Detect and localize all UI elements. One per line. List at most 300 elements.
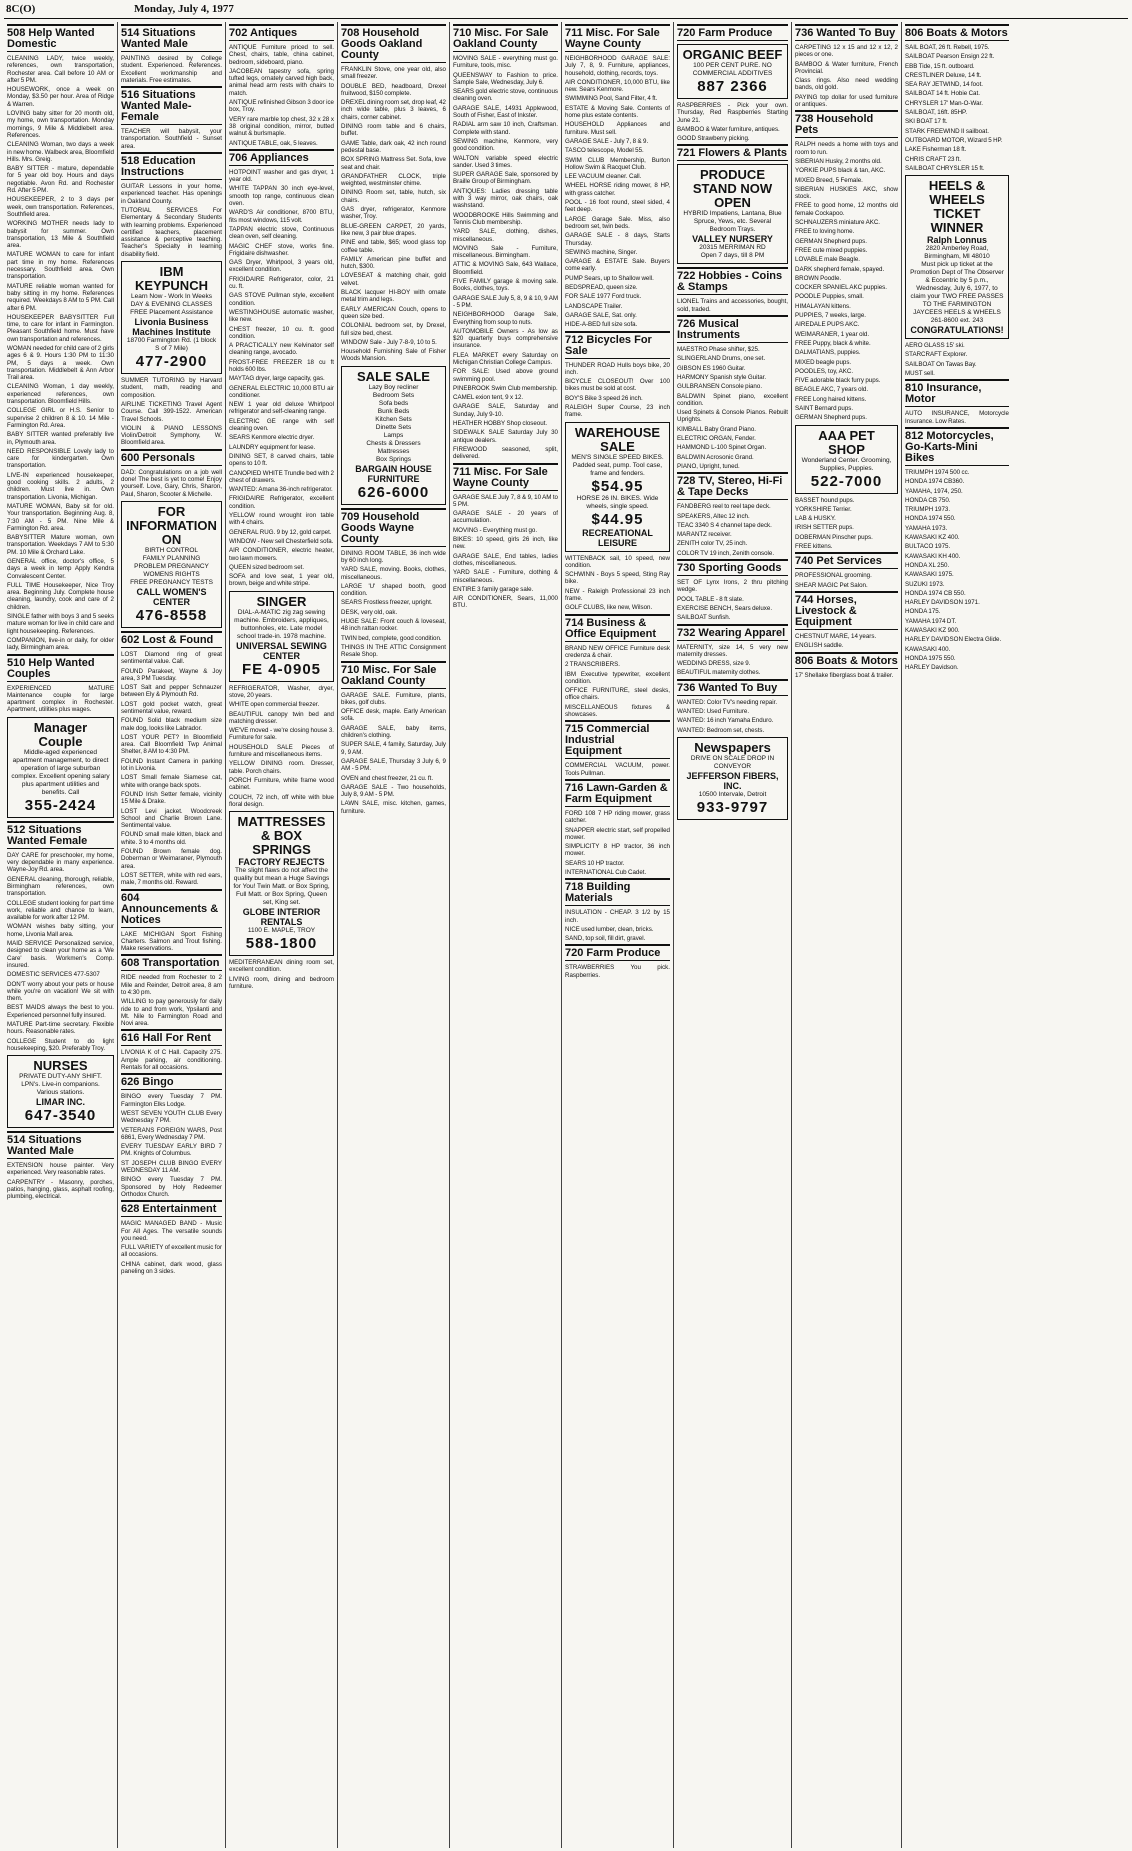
classified-ad: SINGLE father with boys 3 and 5 seeks mature woman for live in child care and light housekeeping. References.	[7, 613, 114, 635]
classified-ad: SUZUKI 1973.	[905, 580, 945, 588]
classified-ad: LEE VACUUM cleaner. Call.	[565, 173, 642, 181]
classified-ad: GAS Dryer, Whirlpool, 3 years old, excellent condition.	[229, 259, 334, 274]
classified-ad: MARANTZ receiver.	[677, 531, 732, 539]
display-ad-title: MATTRESSES & BOX SPRINGS	[237, 814, 326, 858]
classified-ad: CLEANING Woman, 1 day weekly, experienced references, own transportation. Bloomfield Hills.	[7, 383, 114, 406]
classified-ad: PINEBROOK Swim Club membership.	[453, 384, 558, 392]
classified-ad: RALPH needs a home with toys and room to run.	[795, 141, 898, 156]
classified-ad: WINDOW - New sell Chesterfield sofa.	[229, 537, 334, 545]
classified-ad: DAD: Congratulations on a job well done! The best is yet to come! Enjoy yourself. Love, Gary, Chris, Sharon, Paul, Sharon, Scooter & Michelle.	[121, 468, 222, 498]
classified-ad: EVERY TUESDAY EARLY BIRD 7 PM. Knights of Columbus.	[121, 1143, 222, 1158]
classified-ad: COLONIAL bedroom set, by Drexel, full size bed, chest.	[341, 322, 446, 337]
display-ad-line: WOMENS RIGHTS	[143, 570, 200, 578]
classified-ad: GARAGE SALE - 8 days, Starts Thursday.	[565, 232, 670, 247]
classified-ad: FREE to loving home.	[795, 228, 855, 236]
classified-ad: BIKES: 10 speed, girls 26 inch, like new.	[453, 536, 558, 551]
classified-ad: INSULATION - CHEAP. 3 1/2 by 15 inch.	[565, 909, 670, 924]
classified-ad: A PRACTICALLY new Kelvinator self cleaning range, avocado.	[229, 342, 334, 357]
display-ad-body: The slight flaws do not affect the quality but mean a Huge Savings for You! Twin Matt. or Box Spring, Full Matt. or Box Spring, Queen set, King set.	[233, 867, 330, 907]
classified-ad: LAKE MICHIGAN Sport Fishing Charters. Salmon and Trout fishing. Make reservations.	[121, 930, 222, 953]
classified-ad: TAPPAN electric stove, Continuous clean oven, self cleaning.	[229, 225, 334, 241]
display-ad-price2: $44.95	[591, 510, 644, 528]
classified-ad: CHESTNUT MARE, 14 years.	[795, 632, 877, 640]
display-ad-phone: 476-8558	[135, 606, 208, 624]
classified-ad: FREE cute mixed puppies.	[795, 246, 868, 254]
classified-ad: PUMP Sears, up to Shallow well.	[565, 274, 654, 282]
column-7	[674, 22, 792, 1848]
classified-ad: HARLEY DAVIDSON 1971.	[905, 599, 980, 607]
classified-ad: YAMAHA, 1974, 250.	[905, 487, 963, 495]
classified-ad: GARAGE SALE, Sat. only.	[565, 311, 637, 319]
classified-ad: FORD 108 7 HP riding mower, grass catcher.	[565, 809, 670, 825]
classified-ad: HONDA 1975 550.	[905, 654, 956, 662]
classified-ad: LOVABLE male Beagle.	[795, 256, 860, 264]
classified-ad: BALDWIN Acrosonic Grand.	[677, 453, 754, 461]
classified-ad: BABY SITTER wanted preferably live in, Plymouth area.	[7, 431, 114, 446]
section-header: 516 Situations Wanted Male-Female	[121, 86, 222, 125]
classified-ad: Used Spinets & Console Pianos. Rebuilt Uprights.	[677, 409, 788, 424]
classified-ad: LAB & HUSKY.	[795, 515, 836, 523]
display-ad-title: WAREHOUSE SALE	[574, 424, 661, 454]
section-header: 600 Personals	[121, 449, 222, 466]
section-header: 720 Farm Produce	[677, 24, 788, 41]
classified-ad: COLLEGE student looking for part time work, reliable and chance to learn, available for work after 12 PM.	[7, 899, 114, 922]
classified-ad: COUCH, 72 inch, off white with blue floral design.	[229, 793, 334, 808]
classified-ad: HEATHER HOBBY Shop closeout.	[453, 420, 548, 428]
display-ad-title: Newspapers	[694, 739, 771, 755]
classified-ad: FRANKLIN Stove, one year old, also small freezer.	[341, 66, 446, 81]
classified-ad: YARD SALE - Furniture, clothing & miscellaneous.	[453, 569, 558, 584]
classified-ad: SLINGERLAND Drums, one set.	[677, 355, 766, 363]
classified-ad: LOST YOUR PET? In Bloomfield area. Call Bloomfield Twp Animal Shelter, 8 AM to 4:30 PM.	[121, 733, 222, 756]
section-header: 514 Situations Wanted Male	[121, 24, 222, 52]
section-header: 706 Appliances	[229, 149, 334, 166]
classified-ad: SEARS gold electric stove, continuous cleaning oven.	[453, 88, 558, 103]
classified-ad: COMPANION, live-in or daily, for older lady, Birmingham area.	[7, 636, 114, 652]
classified-ad: SAND, top soil, fill dirt, gravel.	[565, 935, 646, 943]
display-ad-phone: 477-2900	[135, 353, 208, 371]
classified-ad: BEDSPREAD, queen size.	[565, 284, 638, 292]
classified-ad: STRAWBERRIES You pick. Raspberries.	[565, 964, 670, 979]
classified-ad: ENGLISH saddle.	[795, 642, 844, 650]
classified-ad: ZENITH color TV, 25 inch.	[677, 540, 748, 548]
classified-ad: SEARS 10 HP tractor.	[565, 859, 625, 867]
display-ad-phone: 588-1800	[245, 935, 318, 953]
classified-ad: Household Furnishing Sale of Fisher Woods Mansion.	[341, 348, 446, 363]
display-ad-address: 20315 MERRIMAN RD	[699, 244, 766, 252]
display-ad-line: FREE PREGNANCY TESTS	[130, 578, 213, 586]
classified-ad: YAMAHA 1974 DT.	[905, 617, 957, 625]
classified-ad: WALTON variable speed electric sander. Used 3 times.	[453, 154, 558, 169]
classified-ad: GERMAN Shepherd pups.	[795, 414, 867, 422]
classified-ad: QUEENSWAY to Fashion to price. Sample Sale, Wednesday, July 6.	[453, 71, 558, 86]
classified-ad: FRIGIDAIRE Refrigerator, color, 21 cu. ft.	[229, 275, 334, 291]
classified-ad: IBM Executive typewriter, excellent condition.	[565, 670, 670, 685]
classified-ad: NEIGHBORHOOD GARAGE SALE: July 7, 8, 9. Furniture, appliances, household, clothing, records, toys.	[565, 55, 670, 77]
classified-ad: SIDEWALK SALE Saturday July 30 antique dealers.	[453, 429, 558, 444]
classified-ad: GIBSON ES 1960 Guitar.	[677, 364, 746, 372]
section-header: 726 Musical Instruments	[677, 315, 788, 343]
classified-ad: DOMESTIC SERVICES 477-5307	[7, 971, 100, 979]
classified-ad: AUTOMOBILE Owners - As low as $20 quarterly buys comprehensive insurance.	[453, 327, 558, 350]
classified-ad: SHEAR MAGIC Pet Salon.	[795, 581, 868, 589]
classified-ad: BABY SITTER - mature, dependable for 5 year old boy. Hours and days negotiable. Avon Rd. and Rochester Rd. After 5 PM.	[7, 165, 114, 195]
classified-ad: YORKIE PUPS black & tan, AKC.	[795, 167, 886, 175]
section-header: 608 Transportation	[121, 954, 222, 971]
classified-ad: SIMPLICITY 8 HP tractor, 36 inch mower.	[565, 843, 670, 858]
classified-ad: GARAGE SALE, End tables, ladies clothes, miscellaneous.	[453, 552, 558, 567]
classified-ad: MAESTRO Phase shifter, $25.	[677, 346, 760, 354]
section-header: 709 Household Goods Wayne County	[341, 508, 446, 547]
section-header: 710 Misc. For Sale Oakland County	[453, 24, 558, 52]
display-ad-phone: 626-6000	[357, 483, 430, 501]
classified-ad: YELLOW round wrought iron table with 4 chairs.	[229, 512, 334, 527]
classified-ad: EBB Tide, 15 ft. outboard.	[905, 62, 975, 70]
classified-ad: BLUE-GREEN CARPET, 20 yards, like new, 3 pair blue drapes.	[341, 222, 446, 237]
classified-ad: POOL TABLE - 8 ft slate.	[677, 595, 744, 603]
section-header: 510 Help Wanted Couples	[7, 654, 114, 682]
classified-ad: AIRLINE TICKETING Travel Agent Course. Call 399-1522. American Travel Schools.	[121, 400, 222, 423]
classified-ad: CLEANING Woman, two days a week in new home. Walbeck area, Bloomfield Hills. Mrs. Greig.	[7, 141, 114, 163]
classified-ad: WITTENBACK sail, 10 speed, new condition.	[565, 554, 670, 569]
classified-ad: GARAGE SALE, Saturday and Sunday, July 9-10.	[453, 403, 558, 418]
classified-ad: LIVONIA K of C Hall. Capacity 275. Ample parking, air conditioning. Rentals for all occasions.	[121, 1049, 222, 1072]
classified-ad: SEWING machine, Kenmore, very good condition.	[453, 137, 558, 153]
classified-ad: GENERAL ELECTRIC 10,000 BTU air conditioner.	[229, 384, 334, 399]
classified-ad: MAGIC MANAGED BAND - Music For All Ages. The versatile sounds you need.	[121, 1220, 222, 1242]
section-header: 738 Household Pets	[795, 110, 898, 138]
display-ad-phone: 522-7000	[810, 472, 883, 490]
classified-ad: GAS STOVE Pullman style, excellent condition.	[229, 292, 334, 307]
display-ad-line: Sofa beds	[378, 399, 409, 407]
display-ad-title: PRODUCE STAND NOW OPEN	[692, 167, 773, 211]
classified-ad: WINDOW Sale - July 7-8-9, 10 to 5.	[341, 338, 437, 346]
classified-ad: GARAGE SALE July 5, 8, 9 & 10, 9 AM - 5 PM.	[453, 294, 558, 309]
classified-ad: SNAPPER electric start, self propelled mower.	[565, 826, 670, 841]
display-ad-phone: 933-9797	[696, 798, 769, 816]
classified-ad: CRESTLINER Deluxe, 14 ft.	[905, 71, 982, 79]
classified-ad: NEW - Raleigh Professional 23 inch frame.	[565, 587, 670, 603]
section-header: 716 Lawn-Garden & Farm Equipment	[565, 779, 670, 807]
classified-ad: LOST Diamond ring of great sentimental value. Call.	[121, 650, 222, 666]
classified-ad: OUTBOARD MOTOR, Wizard 5 HP.	[905, 136, 1003, 144]
classified-ad: SAIL BOAT, 26 ft. Rebell, 1975.	[905, 44, 990, 51]
classified-ad: SPEAKERS, Altec 12 inch.	[677, 512, 750, 520]
classified-ad: ANTIQUE TABLE, oak, 5 leaves.	[229, 139, 318, 147]
section-header: 702 Antiques	[229, 24, 334, 41]
classified-ad: GOOD Strawberry picking.	[677, 135, 750, 143]
classified-ad: GARAGE SALE, baby items, children's clothing.	[341, 724, 446, 740]
classified-ad: FOR SALE: Used above ground swimming pool.	[453, 368, 558, 383]
classified-ad: RASPBERRIES - Pick your own. Thursday, Red Raspberries Starting June 21.	[677, 102, 788, 124]
column-1	[4, 22, 118, 1848]
display-ad-title: FOR INFORMATION ON	[126, 503, 217, 547]
classified-ad: HOUSEHOLD SALE Pieces of furniture and miscellaneous items.	[229, 743, 334, 759]
classified-ad: DOBERMAN Pinscher pups.	[795, 533, 873, 541]
classified-ad: THUNDER ROAD Hulls boys bike, 20 inch.	[565, 361, 670, 376]
display-ad-box	[905, 175, 1009, 339]
classified-ad: WARD'S Air conditioner, 8700 BTU, fits most windows, 115 volt.	[229, 209, 334, 224]
classified-ad: GAME Table, dark oak, 42 inch round pedestal base.	[341, 139, 446, 154]
classified-ad: SEWING machine, Singer.	[565, 248, 638, 256]
classified-ad: YARD SALE, clothing, dishes, miscellaneous.	[453, 228, 558, 243]
display-ad-phone: 887 2366	[697, 78, 768, 95]
classified-ad: HONDA 1974 CB360.	[905, 478, 965, 486]
classified-ad: GAS dryer, refrigerator, Kenmore washer, Troy.	[341, 206, 446, 221]
display-ad-line: DAY & EVENING CLASSES	[130, 301, 213, 309]
classified-ad: WILLING to pay generously for daily ride to and from work, Ypsilanti and Mt. Nile to Farmington Road and Novi area.	[121, 998, 222, 1028]
display-ad-address: 1100 E. MAPLE, TROY	[247, 927, 316, 935]
classified-ad: YARD SALE, moving. Books, clothes, miscellaneous.	[341, 566, 446, 581]
classified-ad: WHEEL HORSE riding mower, 8 HP, with grass catcher.	[565, 182, 670, 197]
column-4	[338, 22, 450, 1848]
classified-ad: SAINT Bernard pups.	[795, 404, 854, 412]
classified-ad: BEST MAIDS always the best to you. Experienced personnel fully insured.	[7, 1004, 114, 1019]
column-3	[226, 22, 338, 1848]
classified-ad: HONDA 1974 550.	[905, 515, 956, 523]
display-ad-company: LIMAR INC.	[36, 1097, 85, 1108]
classified-ad: SET OF Lynx Irons, 2 thru pitching wedge.	[677, 579, 788, 594]
classified-ad: GARAGE SALE. Furniture, plants, bikes, golf clubs.	[341, 691, 446, 706]
classified-ad: LOST SETTER, white with red ears, male, 7 months old. Reward.	[121, 871, 222, 887]
classified-ad: NEW 1 year old deluxe Whirlpool refrigerator and self-cleaning range.	[229, 401, 334, 416]
classified-ad: PORCH Furniture, white frame wood cabinet.	[229, 776, 334, 792]
classified-ad: FREE Long haired kittens.	[795, 395, 867, 403]
classified-ad: KAWASAKI KZ 900.	[905, 626, 960, 634]
classified-ad: FAMILY American pine buffet and hutch, $300.	[341, 255, 446, 271]
classified-ad: GARAGE SALE July 7, 8 & 9, 10 AM to 5 PM.	[453, 493, 558, 508]
classified-ad: CLEANING LADY, twice weekly, references, own transportation, Rochester area. Call before 10 AM or after 5 PM.	[7, 55, 114, 84]
classified-ad: BOX SPRING Mattress Set. Sofa, love seat and chair.	[341, 156, 446, 171]
classified-ad: HONDA CB 750.	[905, 496, 951, 504]
classified-ad: HAMMOND L-100 Spinet Organ.	[677, 444, 767, 452]
column-5	[450, 22, 562, 1848]
classified-ad: PUPPIES, 7 weeks, large.	[795, 312, 866, 320]
classified-ad: WHITE open commercial freezer.	[229, 701, 320, 709]
display-ad-title: SINGER	[256, 593, 307, 609]
classified-ad: NICE used lumber, clean, bricks.	[565, 925, 654, 933]
classified-ad: LOVESEAT & matching chair, gold velvet.	[341, 272, 446, 287]
classified-ad: OFFICE FURNITURE, steel desks, office chairs.	[565, 687, 670, 702]
classified-ad: SWIM CLUB Membership, Burton Hollow Swim & Racquet Club.	[565, 156, 670, 171]
classified-ad: AIREDALE PUPS AKC.	[795, 321, 860, 329]
classified-ad: WORKING MOTHER needs lady to babysit for summer. Own transportation, 13 Mile & Southfield area.	[7, 220, 114, 250]
classified-ad: BOY'S Bike 3 speed 26 inch.	[565, 394, 643, 402]
classified-ad: MIXED Breed, 5 Female.	[795, 176, 863, 184]
classified-ad: DINING SET, 8 carved chairs, table opens to 10 ft.	[229, 452, 334, 468]
classified-ad: CANOPIED WHITE Trundle bed with 2 chest of drawers.	[229, 469, 334, 484]
classified-ad: LOST Levi jacket. Woodcreek School and Charlie Brown Lane. Sentimental value.	[121, 807, 222, 830]
classified-ad: LOST Salt and pepper Schnauzer between Ely & Plymouth Rd.	[121, 684, 222, 699]
classified-ad: PAINTING desired by College student. Experienced. References. Excellent workmanship and materials. Free estimates.	[121, 55, 222, 84]
classified-ad: PAYING top dollar for used furniture or antiques.	[795, 93, 898, 109]
classified-ad: SUPER GARAGE Sale, sponsored by Braille Group of Birmingham.	[453, 171, 558, 186]
section-header: 744 Horses, Livestock & Equipment	[795, 591, 898, 630]
classified-ad: MAYTAG dryer, large capacity, gas.	[229, 375, 325, 383]
classified-ad: GENERAL cleaning, thorough, reliable, Birmingham references, own transportation.	[7, 875, 114, 898]
section-header: 714 Business & Office Equipment	[565, 614, 670, 642]
display-ad-phone: 355-2424	[24, 796, 97, 814]
classified-ad: VETERANS FOREIGN WARS, Post 6861, Every Wednesday 7 PM.	[121, 1126, 222, 1141]
display-ad-line: Bunk Beds	[377, 407, 410, 415]
classified-ad: TRIUMPH 1973.	[905, 506, 951, 514]
classified-ad: HARMONY Spanish style Guitar.	[677, 373, 767, 381]
display-ad-company: VALLEY NURSERY	[692, 234, 773, 245]
column-9	[902, 22, 1012, 1848]
display-ad-box	[229, 811, 334, 956]
classified-ad: KAWASAKI 1975.	[905, 571, 954, 579]
classified-ad: FREE Puppy, black & white.	[795, 339, 871, 347]
classified-ad: SIBERIAN Husky, 2 months old.	[795, 157, 882, 165]
display-ad-footer: BARGAIN HOUSE FURNITURE	[355, 463, 432, 484]
classified-ad: LIVE-IN experienced housekeeper, good cooking skills. 2 adults, 2 children. Must live in. Own transportation. Livonia, Michigan.	[7, 471, 114, 501]
classified-ad: FULL TIME Housekeeper, Nice Troy area. Beginning July. Complete house cleaning, laundry, cook and care of 2 children.	[7, 581, 114, 611]
display-ad-company: JEFFERSON FIBERS, INC.	[686, 770, 779, 791]
section-header: 740 Pet Services	[795, 552, 898, 569]
page-date: Monday, July 4, 1977	[134, 3, 234, 15]
classified-ad: VERY rare marble top chest, 32 x 28 x 38 original condition, mirror, butted walnut & burlsmaple.	[229, 115, 334, 138]
classified-ad: OFFICE desk, maple. Early American sofa.	[341, 708, 446, 723]
section-header: 810 Insurance, Motor	[905, 379, 1009, 407]
classified-ad: WANTED: Color TV's needing repair.	[677, 698, 778, 706]
display-ad-body: Middle-aged experienced apartment management, to direct operation of large suburban complex. Excellent opening salary plus apartment utilities and benefits. Call	[11, 748, 110, 796]
classified-ad: CAMEL exion tent, 9 x 12.	[453, 394, 524, 402]
classified-ad: MISCELLANEOUS fixtures & showcases.	[565, 703, 670, 719]
classified-ad: AIR CONDITIONER, Sears, 11,000 BTU.	[453, 595, 558, 610]
classified-ad: LOST Small female Siamese cat, white with orange back spots.	[121, 774, 222, 789]
classified-ad: GERMAN Shepherd pups.	[795, 237, 867, 245]
display-ad-title: IBM KEYPUNCH	[135, 264, 208, 294]
classified-ad: STARK FREEWIND II sailboat.	[905, 127, 989, 135]
classified-ad: INTERNATIONAL Cub Cadet.	[565, 869, 647, 876]
display-ad-body: HYBRID Impatiens, Lantana, Blue Spruce, Yews, etc. Several Bedroom Trays.	[683, 210, 782, 234]
classified-ad: BEAUTIFUL canopy twin bed and matching dresser.	[229, 710, 334, 725]
classified-ad: STARCRAFT Explorer.	[905, 351, 968, 359]
classified-ad: FIVE adorable black furry pups.	[795, 377, 881, 385]
classified-ad: MATURE reliable woman wanted for baby sitting in my home. References required. Weekdays 8 AM to 5 PM. Call after 6 PM.	[7, 282, 114, 312]
classified-ad: SAILBOAT CHRYSLER 15 ft.	[905, 164, 985, 172]
display-ad-box	[121, 501, 222, 628]
section-header: 806 Boats & Motors	[905, 24, 1009, 41]
display-ad-sub: FACTORY REJECTS	[238, 857, 325, 868]
display-ad-box	[677, 737, 788, 820]
classified-ad: COCKER SPANIEL AKC puppies.	[795, 284, 887, 292]
classified-ad: YELLOW DINING room. Dresser, table. Porch chairs.	[229, 760, 334, 775]
display-ad-line: Dinette Sets	[375, 423, 412, 431]
classified-ad: HOTPOINT washer and gas dryer, 1 year old.	[229, 168, 334, 184]
classified-ad: SEA RAY JETWIND, 14 foot.	[905, 81, 984, 89]
classified-ad: FANDBERG reel to reel tape deck.	[677, 503, 771, 511]
classified-ad: BINGO every Tuesday 7 PM. Farmington Elks Lodge.	[121, 1093, 222, 1108]
classified-ad: GULBRANSEN Console piano.	[677, 383, 763, 391]
classified-ad: Class rings. Also need wedding bands, old gold.	[795, 77, 898, 92]
display-ad-box	[7, 717, 114, 818]
classified-ad: AUTO INSURANCE, Motorcycle Insurance. Low Rates.	[905, 410, 1009, 425]
display-ad-title: SALE SALE	[357, 368, 430, 384]
section-header: 711 Misc. For Sale Wayne County	[453, 463, 558, 491]
classified-ad: SUPER SALE, 4 family, Saturday, July 9, 9 AM.	[341, 741, 446, 756]
classified-ad: HONDA 1974 CB 550.	[905, 589, 966, 597]
classified-ad: LAUNDRY equipment for lease.	[229, 443, 316, 451]
display-ad-name: Ralph Lonnus	[927, 235, 987, 246]
classified-ad: GARAGE SALE, Thursday 3 July 6, 9 AM - 5 PM.	[341, 757, 446, 773]
display-ad-line: Lazy Boy recliner	[368, 383, 419, 391]
classified-ad: BAMBOO & Water furniture, antiques.	[677, 125, 780, 133]
classified-ad: COLLEGE Student to do light housekeeping, $20. Preferably Troy.	[7, 1037, 114, 1052]
classified-ad: ST JOSEPH CLUB BINGO EVERY WEDNESDAY 11 AM.	[121, 1159, 222, 1175]
display-ad-body: DIAL-A-MATIC zig zag sewing machine. Embroiders, appliques, buttonholes, etc. Late model school trade-in. 1978 machine.	[234, 608, 329, 640]
classified-ad: GRANDFATHER CLOCK, triple weighted, westminster chime.	[341, 172, 446, 188]
classified-ad: GOLF CLUBS, like new, Wilson.	[565, 604, 653, 612]
classified-ad: BLACK lacquer HI-BOY with ornate metal trim and legs.	[341, 289, 446, 304]
display-ad-line: Lamps	[383, 431, 404, 439]
classified-ad: MOVING Sale - Furniture, miscellaneous. Birmingham.	[453, 244, 558, 260]
section-header: 602 Lost & Found	[121, 631, 222, 648]
classified-ad: HONDA 175.	[905, 608, 941, 616]
classified-ad: ANTIQUE refinished Gibson 3 door ice box, Troy.	[229, 99, 334, 114]
display-ad-phone: 647-3540	[24, 1107, 97, 1125]
display-ad-body: 100 PER CENT PURE. NO COMMERCIAL ADDITIVES	[692, 62, 773, 77]
classified-ad: ENTIRE 3 family garage sale.	[453, 585, 534, 593]
classified-ad: BRAND NEW OFFICE Furniture desk credenza & chair.	[565, 644, 670, 659]
classified-ad: FREE kittens.	[795, 543, 833, 551]
classified-ad: ELECTRIC ORGAN, Fender.	[677, 435, 756, 443]
display-ad-line: Mattresses	[377, 447, 410, 455]
classified-ad: BALDWIN Spinet piano, excellent condition.	[677, 392, 788, 407]
classified-ad: MATURE WOMAN, Baby sit for old. Your transportation. Beginning Aug. 8, 7:30 AM - 5 PM. Nine Mile & Farmington Rd. area.	[7, 502, 114, 532]
classified-ad: FOUND Instant Camera in parking lot in Livonia.	[121, 757, 222, 773]
classified-ad: HOUSEWORK, once a week on Monday, $3.50 per hour. Area of Ridge & Warren.	[7, 86, 114, 108]
section-header: 730 Sporting Goods	[677, 559, 788, 576]
classified-ad: BULTACO 1975.	[905, 543, 951, 551]
classified-ad: DAY CARE for preschooler, my home, very dependable in many experience. Wayne-Joy Rd. area.	[7, 851, 114, 874]
display-ad-price1: $54.95	[591, 477, 644, 495]
display-ad-line: Kitchen Sets	[375, 415, 412, 423]
classified-ad: ESTATE & Moving Sale. Contents of home plus estate contents.	[565, 104, 670, 120]
classified-ad: WANTED: Amana 36-inch refrigerator.	[229, 486, 333, 494]
classified-ad: BABYSITTER Mature woman, own transportation. Weekdays 7 AM to 5:30 PM. 10 Mile & Orchard Lake.	[7, 534, 114, 556]
classified-ad: SUMMER TUTORING by Harvard student, math, reading and composition.	[121, 377, 222, 399]
classified-ad: MUST sell.	[905, 370, 935, 378]
classified-ad: BASSET hound pups.	[795, 496, 855, 504]
display-ad-box	[341, 366, 446, 505]
classified-ad: PINE end table, $65; wood glass top coffee table.	[341, 239, 446, 254]
classified-ad: HIDE-A-BED full size sofa.	[565, 321, 638, 329]
display-ad-box	[677, 44, 788, 99]
classified-ad: FOUND Brown female dog. Doberman or Weimaraner, Plymouth area.	[121, 848, 222, 870]
classified-ad: EXERCISE BENCH, Sears deluxe.	[677, 604, 773, 612]
section-header: 721 Flowers & Plants	[677, 144, 788, 161]
classified-ad: MEDITERRANEAN dining room set, excellent condition.	[229, 959, 334, 974]
classified-ad: FOUND Solid black medium size male dog, looks like Labrador.	[121, 717, 222, 732]
classified-ad: BEAGLE AKC, 7 years old.	[795, 386, 869, 394]
classified-ad: MIXED beagle pups.	[795, 358, 852, 366]
classified-ad: GUITAR Lessons in your home, experienced teacher. Has openings in Oakland County.	[121, 183, 222, 205]
classified-ad: DINING Room set, table, hutch, six chairs.	[341, 189, 446, 204]
section-header: 715 Commercial Industrial Equipment	[565, 720, 670, 759]
classified-ad: DON'T worry about your pets or house while you're on vacation! We sit with them.	[7, 980, 114, 1003]
display-ad-body2: HORSE 26 IN. BIKES. Wide wheels, single speed.	[576, 494, 659, 510]
display-ad-body: DRIVE ON SCALE DROP IN CONVEYOR	[690, 754, 775, 770]
classified-ad: FRIGIDAIRE Refrigerator, excellent condition.	[229, 495, 334, 510]
classified-ad: POOL - 16 foot round, steel sided, 4 feet deep.	[565, 199, 670, 214]
classified-ad: WOMAN wishes baby sitting, your home, Livonia Mall area.	[7, 923, 114, 938]
display-ad-company: UNIVERSAL SEWING CENTER	[236, 640, 327, 661]
section-header: 626 Bingo	[121, 1073, 222, 1090]
classified-ad: HARLEY DAVIDSON Electra Glide.	[905, 636, 1002, 644]
classified-ad: PIANO, Upright, tuned.	[677, 462, 740, 470]
classified-ad: 2 TRANSCRIBERS.	[565, 661, 620, 669]
